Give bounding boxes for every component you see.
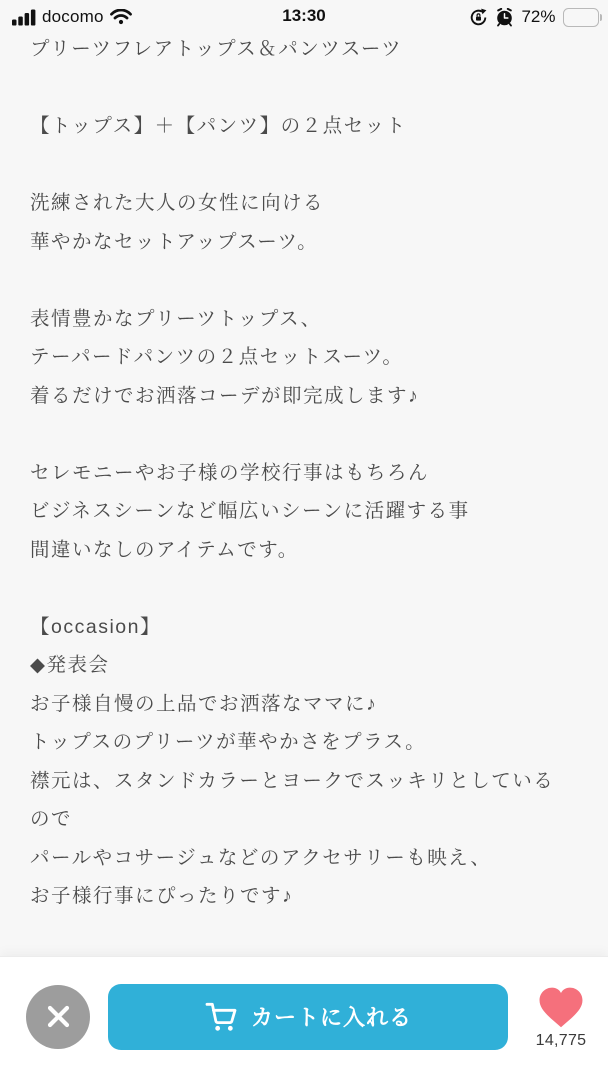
cellular-signal-icon [12, 9, 36, 26]
text-line: プリーツフレアトップス＆パンツスーツ [30, 38, 403, 60]
text-line: お子様行事にぴったりです♪ [30, 885, 294, 907]
text-line: セレモニーやお子様の学校行事はもちろん [30, 461, 430, 484]
paragraph [30, 608, 578, 916]
orientation-lock-icon [469, 8, 488, 27]
text-line: 華やかなセットアップスーツ。 [30, 230, 319, 253]
favorite-count: 14,775 [535, 1031, 587, 1049]
text-line: 襟元は、スタンドカラーとヨークでスッキリとしている [30, 769, 555, 792]
status-bar-left [12, 7, 132, 27]
add-to-cart-button[interactable] [108, 984, 508, 1050]
status-bar-right [469, 7, 602, 27]
text-line: 着るだけでお洒落コーデが即完成します♪ [30, 384, 420, 407]
wifi-icon [110, 9, 132, 25]
paragraph [30, 30, 578, 69]
text-line: トップスのプリーツが華やかさをプラス。 [30, 731, 427, 753]
paragraph [30, 454, 578, 570]
paragraph [30, 300, 578, 416]
close-button[interactable] [26, 985, 90, 1049]
text-line: 洗練された大人の女性に向ける [30, 192, 325, 214]
add-to-cart-label: カートに入れる [250, 1005, 412, 1030]
text-line: ので [30, 808, 73, 830]
text-line: 表情豊かなプリーツトップス、 [30, 307, 322, 330]
paragraph [30, 107, 578, 146]
text-line: 【occasion】 [30, 615, 161, 638]
status-bar [0, 0, 608, 30]
text-line: 【トップス】＋【パンツ】の２点セット [30, 115, 407, 137]
favorite-button[interactable] [522, 984, 600, 1050]
product-description [0, 30, 608, 916]
shopping-cart-icon [204, 1001, 238, 1033]
paragraph [30, 184, 578, 261]
text-line: ビジネスシーンなど幅広いシーンに活躍する事 [30, 500, 470, 522]
battery-icon [563, 8, 603, 27]
close-icon [45, 1003, 72, 1030]
heart-icon [536, 984, 586, 1030]
carrier-label: docomo [42, 7, 104, 26]
text-line: お子様自慢の上品でお洒落なママに♪ [30, 692, 378, 715]
text-line: 間違いなしのアイテムです。 [30, 538, 299, 561]
text-line: テーパードパンツの２点セットスーツ。 [30, 346, 404, 368]
bottom-action-bar [0, 956, 608, 1080]
text-line: パールやコサージュなどのアクセサリーも映え、 [30, 846, 492, 869]
battery-percent-label: 72% [521, 7, 556, 26]
alarm-icon [495, 8, 514, 27]
clock: 13:30 [282, 6, 326, 25]
text-line: ◆発表会 [30, 654, 110, 676]
